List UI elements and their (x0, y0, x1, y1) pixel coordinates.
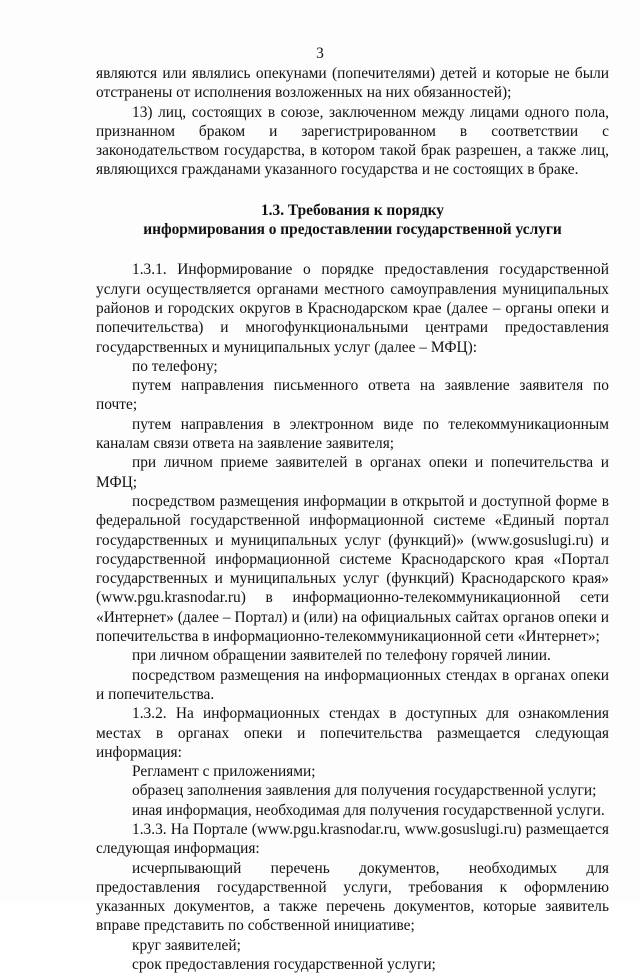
paragraph-1-3-1: 1.3.1. Информирование о порядке предоставления государственной услуги осуществляется органами местного самоуправления муниципальных районов и городских округов в Краснодарском крае (далее – органы опеки и попечительства) и многофункциональными центрами предоставления государственных и муниципальных услуг (далее – МФЦ): (96, 261, 609, 356)
paragraph-list-item: путем направления в электронном виде по телекоммуникационным каналам связи ответа на заявление заявителя; (96, 415, 609, 453)
paragraph-list-item: по телефону; (132, 357, 218, 375)
paragraph-list-item: иная информация, необходимая для получения государственной услуги. (132, 801, 605, 819)
paragraph-item-13: 13) лиц, состоящих в союзе, заключенном между лицами одного пола, признанном браком и зарегистрированном в соответствии с законодательством государства, в котором такой брак разрешен, а также лиц, являющихся гражданами указанного государства и не состоящих в браке. (96, 103, 609, 179)
paragraph-1-3-2: 1.3.2. На информационных стендах в доступных для ознакомления местах в органах опеки и попечительства размещается следующая информация: (96, 705, 609, 761)
paragraph-1-3-3: 1.3.3. На Портале (www.pgu.krasnodar.ru, www.gosuslugi.ru) размещается следующая информация: (96, 820, 609, 858)
paragraph-list-item: круг заявителей; (132, 936, 241, 954)
paragraph-list-item: при личном приеме заявителей в органах опеки и попечительства и МФЦ; (96, 454, 609, 491)
paragraph-list-item: Регламент с приложениями; (132, 763, 316, 781)
paragraph-list-item: исчерпывающий перечень документов, необходимых для предоставления государственной услуги, требования к оформлению указанных документов, а также перечень документов, которые заявитель вправе представить по собственной инициативе; (96, 859, 609, 935)
paragraph-list-item: образец заполнения заявления для получения государственной услуги; (132, 782, 597, 800)
paragraph-list-item: при личном обращении заявителей по телефону горячей линии. (132, 647, 551, 665)
paragraph-list-item: посредством размещения информации в открытой и доступной форме в федеральной государственной информационной системе «Единый портал государственных и муниципальных услуг (функций)» (www.gosuslugi.ru) и государственной информационной системе Краснодарского края «Портал государственных и муниципальных услуг (функций) Краснодарского края» (www.pgu.krasnodar.ru) в информационно-телекоммуникационной сети «Интернет» (далее – Портал) и (или) на официальных сайтах органов опеки и попечительства в информационно-телекоммуникационной сети «Интернет»; (96, 492, 609, 646)
section-heading-line-2: информирования о предоставлении государственной услуги (143, 221, 562, 239)
section-heading (96, 201, 609, 240)
document-body (96, 64, 609, 974)
paragraph-list-item: срок предоставления государственной услуги; (132, 956, 436, 974)
paragraph-list-item: путем направления письменного ответа на заявление заявителя по почте; (96, 377, 609, 414)
paragraph-list-item: посредством размещения на информационных стендах в органах опеки и попечительства. (96, 666, 609, 703)
page-number: 3 (316, 45, 324, 62)
section-heading-line-1: 1.3. Требования к порядку (260, 201, 445, 219)
paragraph-continuation: являются или являлись опекунами (попечителями) детей и которые не были отстранены от исполнения возложенных на них обязанностей); (96, 65, 609, 102)
